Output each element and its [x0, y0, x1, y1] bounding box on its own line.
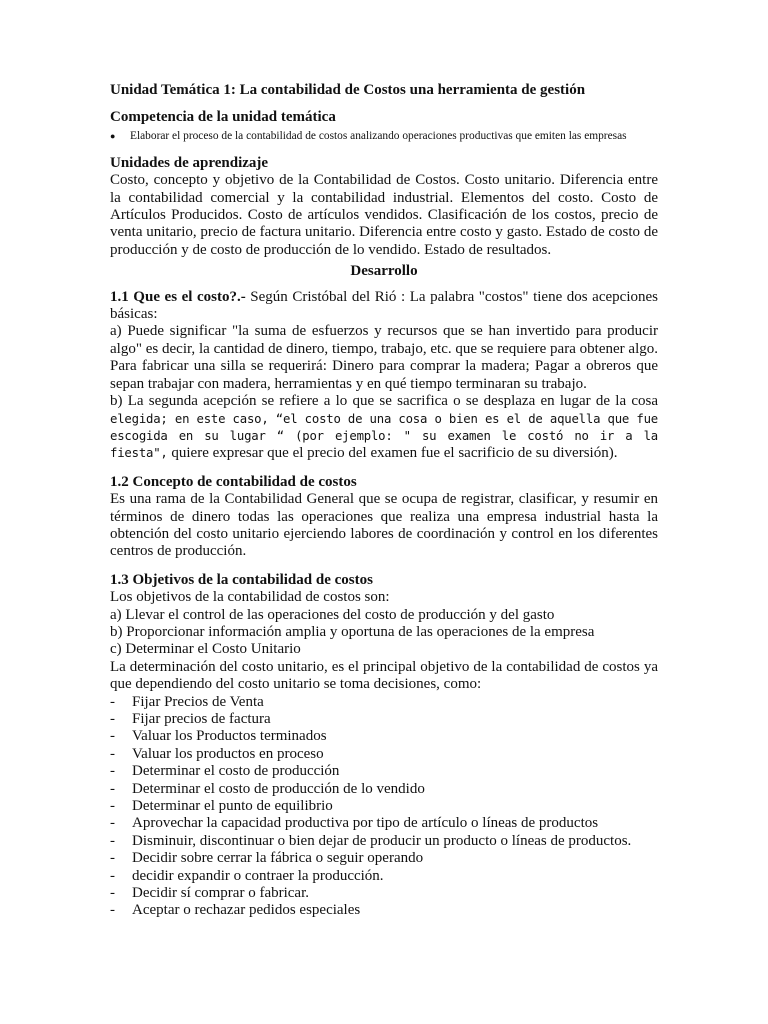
competencia-bullet: [110, 129, 658, 144]
page-title: Unidad Temática 1: La contabilidad de Costos una herramienta de gestión: [110, 82, 586, 98]
section-1-1-a: a) Puede significar "la suma de esfuerzos y recursos que se han invertido para producir algo" es decir, la cantidad de dinero, tiempo, trabajo, etc. que se requiere para obtener algo. Para fabricar una silla se requerirá: Dinero para comprar la madera; Pagar a obreros que sepan trabajar con madera, herramientas y en qué tiempo terminaran su trabajo.: [110, 323, 658, 392]
list-item: - Disminuir, discontinuar o bien dejar de producir un producto o líneas de productos.: [110, 832, 632, 849]
list-item: - Determinar el punto de equilibrio: [110, 798, 333, 815]
section-1-3-paragraph: La determinación del costo unitario, es el principal objetivo de la contabilidad de costos ya que dependiendo del costo unitario se toma decisiones, como:: [110, 658, 658, 693]
list-item: - Decidir sobre cerrar la fábrica o seguir operando: [110, 850, 424, 867]
list-item: - Aprovechar la capacidad productiva por tipo de artículo o líneas de productos: [110, 815, 599, 832]
section-1-1-heading: 1.1 Que es el costo?.-: [110, 288, 246, 305]
section-1-1-b-end: quiere expresar que el precio del examen fue el sacrificio de su diversión).: [167, 445, 618, 462]
section-1-1-b-quote: elegida; en este caso, “el costo de una cosa o bien es el de aquella que fue escogida en su lugar “ (por ejemplo: " su examen le costó no ir a la fiesta",: [110, 411, 658, 461]
list-item: - decidir expandir o contraer la producción.: [110, 867, 384, 884]
list-item: - Decidir sí comprar o fabricar.: [110, 885, 310, 902]
list-item: - Determinar el costo de producción: [110, 763, 340, 780]
section-1-3-c: c) Determinar el Costo Unitario: [110, 641, 301, 658]
section-1-2-heading: 1.2 Concepto de contabilidad de costos: [110, 473, 357, 490]
list-item: - Valuar los productos en proceso: [110, 745, 324, 762]
section-1-1-intro: [110, 289, 658, 324]
competencia-bullet-text: Elaborar el proceso de la contabilidad de costos analizando operaciones productivas que emiten las empresas: [130, 129, 627, 142]
list-item: - Determinar el costo de producción de lo vendido: [110, 780, 425, 797]
unidades-heading: Unidades de aprendizaje: [110, 154, 269, 171]
desarrollo-heading: Desarrollo: [350, 263, 418, 280]
section-1-3-intro: Los objetivos de la contabilidad de costos son:: [110, 589, 390, 606]
list-item: - Valuar los Productos terminados: [110, 728, 327, 745]
list-item: - Fijar precios de factura: [110, 711, 271, 727]
list-item: - Aceptar o rechazar pedidos especiales: [110, 902, 361, 919]
list-item: - Fijar Precios de Venta: [110, 693, 264, 710]
section-1-1-b-start: b) La segunda acepción se refiere a lo que se sacrifica o se desplaza en lugar de la cosa: [110, 393, 658, 410]
section-1-3-b: b) Proporcionar información amplia y oportuna de las operaciones de la empresa: [110, 623, 595, 640]
unidades-text: Costo, concepto y objetivo de la Contabilidad de Costos. Costo unitario. Diferencia entre la contabilidad comercial y la contabilidad industrial. Elementos del costo. Costo de Artículos Producidos. Costo de artículos vendidos. Clasificación de los costos, precio de venta unitario, precio de factura unitario. Diferencia entre costo y gasto. Estado de costo de producción y de costo de producción de lo vendido. Estado de resultados.: [110, 172, 658, 258]
section-1-1-intro-text: Según Cristóbal del Rió : La palabra "costos" tiene dos acepciones básicas:: [110, 288, 658, 323]
competencia-heading: Competencia de la unidad temática: [110, 109, 336, 126]
bullet-icon: ●: [110, 130, 116, 141]
section-1-3-heading: 1.3 Objetivos de la contabilidad de costos: [110, 571, 373, 588]
decision-list: [110, 694, 658, 920]
section-1-2-text: Es una rama de la Contabilidad General que se ocupa de registrar, clasificar, y resumir en términos de dinero todas las operaciones que realiza una empresa industrial hasta la obtención del costo unitario ejerciendo labores de coordinación y control en los diferentes centros de producción.: [110, 491, 658, 560]
section-1-3-a: a) Llevar el control de las operaciones del costo de producción y del gasto: [110, 606, 555, 623]
section-1-1-b: [110, 393, 658, 463]
